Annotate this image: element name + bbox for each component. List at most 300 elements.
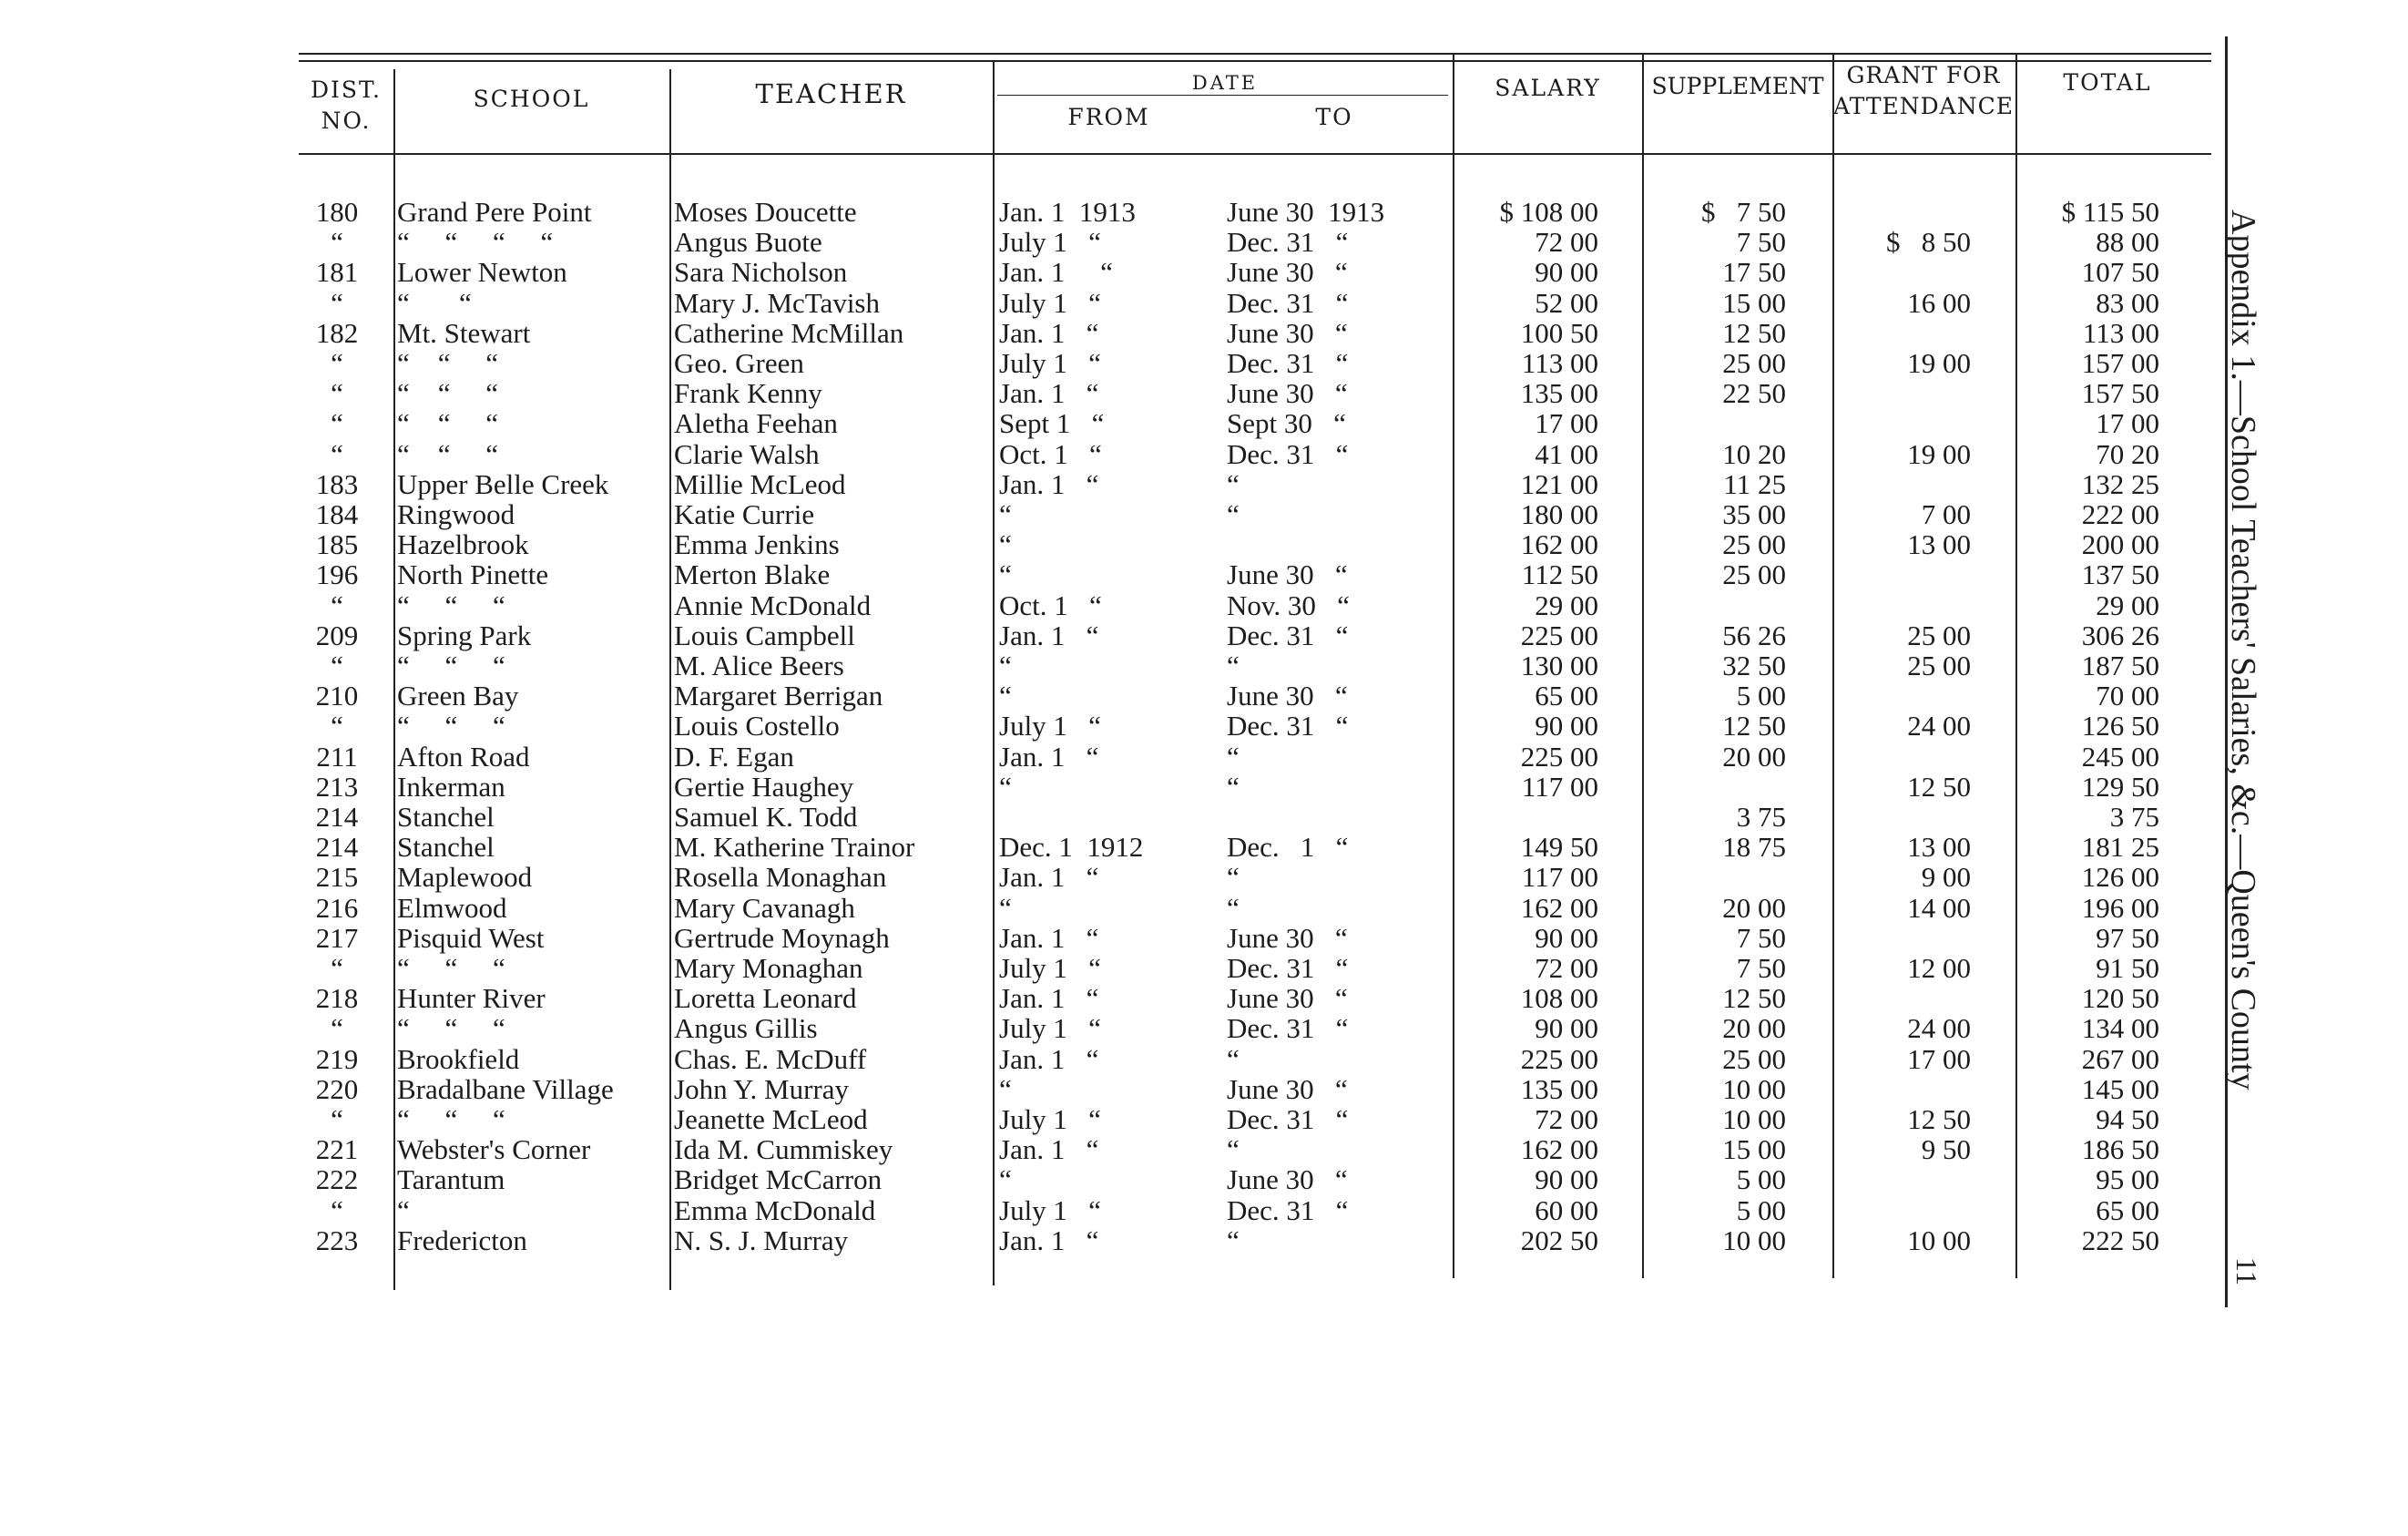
cell-salary: 162 00 — [1520, 891, 1598, 924]
cell-grant: $ 8 50 — [1886, 226, 1971, 259]
cell-dist: “ — [331, 1103, 343, 1135]
cell-total: 222 50 — [2081, 1224, 2159, 1256]
cell-supplement: 25 00 — [1722, 347, 1786, 379]
cell-school: Elmwood — [397, 891, 507, 924]
cell-school: Green Bay — [397, 680, 519, 712]
cell-dist: 184 — [315, 498, 359, 530]
cell-supplement: 5 00 — [1736, 1163, 1786, 1196]
cell-total: 267 00 — [2081, 1042, 2159, 1075]
cell-teacher: Chas. E. McDuff — [674, 1042, 867, 1075]
table-row — [0, 197, 2222, 227]
cell-salary: 90 00 — [1535, 710, 1598, 742]
cell-to: June 30 “ — [1227, 1072, 1348, 1105]
cell-school: Stanchel — [397, 801, 495, 833]
cell-school: Inkerman — [397, 770, 505, 803]
cell-teacher: Frank Kenny — [674, 377, 822, 410]
cell-from: “ — [999, 498, 1012, 530]
table-row — [0, 1074, 2222, 1104]
cell-total: 126 50 — [2081, 710, 2159, 742]
cell-salary: 225 00 — [1520, 1042, 1598, 1075]
cell-teacher: Rosella Monaghan — [674, 861, 887, 894]
header-dist-no: DIST. NO. — [311, 77, 382, 134]
cell-grant: 25 00 — [1907, 650, 1971, 681]
cell-teacher: Angus Gillis — [674, 1012, 818, 1045]
cell-to: “ — [1227, 467, 1240, 500]
table-row — [0, 318, 2222, 348]
cell-from: July 1 “ — [999, 710, 1101, 742]
cell-supplement: 11 25 — [1723, 467, 1786, 500]
cell-dist: 210 — [315, 680, 359, 712]
cell-dist: 214 — [315, 831, 359, 864]
table-row — [0, 953, 2222, 983]
cell-dist: 185 — [315, 528, 359, 561]
cell-teacher: Merton Blake — [674, 558, 831, 591]
table-row — [0, 590, 2222, 620]
cell-grant: 24 00 — [1907, 710, 1971, 742]
cell-to: Dec. 31 “ — [1227, 710, 1349, 742]
header-teacher: TEACHER — [755, 78, 907, 109]
cell-to: “ — [1227, 1133, 1240, 1166]
cell-teacher: Mary Cavanagh — [674, 891, 855, 924]
cell-from: “ — [999, 680, 1012, 712]
table-row — [0, 1164, 2222, 1194]
table-row — [0, 742, 2222, 772]
cell-to: June 30 “ — [1227, 256, 1348, 289]
cell-school: “ “ “ — [397, 589, 505, 621]
cell-teacher: Emma Jenkins — [674, 528, 840, 561]
cell-to: Dec. 31 “ — [1227, 286, 1349, 319]
cell-salary: 149 50 — [1520, 831, 1598, 864]
cell-supplement: 32 50 — [1722, 650, 1786, 681]
cell-to: Dec. 31 “ — [1227, 1012, 1349, 1045]
cell-grant: 12 00 — [1907, 952, 1971, 984]
header-school: SCHOOL — [473, 86, 590, 112]
cell-dist: 221 — [315, 1133, 359, 1166]
cell-from: July 1 “ — [999, 347, 1101, 379]
cell-supplement: 20 00 — [1722, 1012, 1786, 1045]
cell-supplement: 12 50 — [1722, 710, 1786, 742]
cell-grant: 9 50 — [1921, 1133, 1971, 1166]
cell-salary: 162 00 — [1520, 528, 1598, 561]
cell-supplement: 10 00 — [1722, 1224, 1786, 1256]
cell-to: June 30 “ — [1227, 316, 1348, 349]
cell-school: Bradalbane Village — [397, 1072, 614, 1105]
cell-school: Fredericton — [397, 1224, 527, 1256]
cell-teacher: Louis Campbell — [674, 619, 855, 651]
cell-salary: 41 00 — [1535, 437, 1598, 470]
cell-teacher: D. F. Egan — [674, 740, 794, 773]
cell-from: July 1 “ — [999, 226, 1101, 259]
cell-salary: 162 00 — [1520, 1133, 1598, 1166]
table-row — [0, 348, 2222, 378]
cell-dist: 223 — [315, 1224, 359, 1256]
table-row — [0, 1044, 2222, 1074]
table-row — [0, 1013, 2222, 1043]
page-number: 11 — [2230, 1257, 2263, 1285]
table-row — [0, 378, 2222, 408]
cell-teacher: Catherine McMillan — [674, 316, 904, 349]
cell-salary: 112 50 — [1521, 558, 1598, 591]
cell-school: “ “ “ “ — [397, 226, 554, 259]
cell-grant: 19 00 — [1907, 437, 1971, 470]
cell-dist: 213 — [315, 770, 359, 803]
cell-supplement: 15 00 — [1722, 286, 1786, 319]
table-row — [0, 832, 2222, 862]
header-from: FROM — [1067, 104, 1150, 130]
cell-total: 187 50 — [2081, 650, 2159, 681]
table-row — [0, 408, 2222, 438]
cell-to: Nov. 30 “ — [1227, 589, 1350, 621]
cell-dist: “ — [331, 650, 343, 681]
cell-total: 137 50 — [2081, 558, 2159, 591]
cell-grant: 10 00 — [1907, 1224, 1971, 1256]
cell-teacher: Sara Nicholson — [674, 256, 848, 289]
cell-dist: “ — [331, 1012, 343, 1045]
cell-teacher: Geo. Green — [674, 347, 804, 379]
cell-salary: 17 00 — [1535, 407, 1598, 440]
cell-salary: 113 00 — [1521, 347, 1598, 379]
cell-grant: 17 00 — [1907, 1042, 1971, 1075]
cell-from: July 1 “ — [999, 1012, 1101, 1045]
cell-dist: “ — [331, 286, 343, 319]
table-row — [0, 1104, 2222, 1134]
table-row — [0, 711, 2222, 741]
cell-supplement: 20 00 — [1722, 891, 1786, 924]
cell-total: 145 00 — [2081, 1072, 2159, 1105]
cell-school: Mt. Stewart — [397, 316, 531, 349]
cell-salary: 180 00 — [1520, 498, 1598, 530]
cell-total: 65 00 — [2096, 1193, 2159, 1226]
cell-salary: 108 00 — [1520, 982, 1598, 1015]
cell-to: “ — [1227, 1224, 1240, 1256]
cell-total: 186 50 — [2081, 1133, 2159, 1166]
cell-from: July 1 “ — [999, 286, 1101, 319]
cell-total: 196 00 — [2081, 891, 2159, 924]
cell-dist: “ — [331, 437, 343, 470]
cell-teacher: Clarie Walsh — [674, 437, 820, 470]
cell-dist: 180 — [315, 196, 359, 228]
cell-teacher: Mary J. McTavish — [674, 286, 880, 319]
table-row — [0, 681, 2222, 711]
cell-teacher: Bridget McCarron — [674, 1163, 883, 1196]
cell-to: Sept 30 “ — [1227, 407, 1346, 440]
cell-salary: 135 00 — [1520, 1072, 1598, 1105]
cell-to: Dec. 31 “ — [1227, 1103, 1349, 1135]
table-row — [0, 227, 2222, 257]
cell-to: June 30 1913 — [1227, 196, 1385, 228]
table-row — [0, 559, 2222, 589]
table-row — [0, 1225, 2222, 1255]
cell-dist: “ — [331, 347, 343, 379]
cell-total: 94 50 — [2096, 1103, 2159, 1135]
cell-teacher: Annie McDonald — [674, 589, 872, 621]
cell-teacher: Angus Buote — [674, 226, 822, 259]
cell-supplement: 25 00 — [1722, 558, 1786, 591]
cell-from: Jan. 1 “ — [999, 1224, 1099, 1256]
cell-total: 70 00 — [2096, 680, 2159, 712]
cell-to: “ — [1227, 1042, 1240, 1075]
cell-dist: “ — [331, 1193, 343, 1226]
side-title: Appendix 1.—School Teachers' Salaries, &c.—Queen's County — [2224, 210, 2262, 1091]
header-grant: GRANT FOR ATTENDANCE — [1833, 62, 2014, 119]
cell-from: Oct. 1 “ — [999, 437, 1102, 470]
cell-from: Jan. 1 “ — [999, 316, 1099, 349]
cell-teacher: Samuel K. Todd — [674, 801, 858, 833]
cell-total: 70 20 — [2096, 437, 2159, 470]
cell-teacher: N. S. J. Murray — [674, 1224, 849, 1256]
cell-school: “ — [397, 1193, 410, 1226]
cell-to: Dec. 1 “ — [1227, 831, 1349, 864]
cell-teacher: Aletha Feehan — [674, 407, 838, 440]
cell-supplement: 25 00 — [1722, 528, 1786, 561]
cell-grant: 12 50 — [1907, 1103, 1971, 1135]
cell-grant: 13 00 — [1907, 528, 1971, 561]
cell-teacher: Ida M. Cummiskey — [674, 1133, 893, 1166]
cell-dist: 182 — [315, 316, 359, 349]
cell-total: 97 50 — [2096, 921, 2159, 954]
cell-total: 200 00 — [2081, 528, 2159, 561]
cell-total: 3 75 — [2109, 801, 2159, 833]
cell-dist: “ — [331, 710, 343, 742]
cell-school: “ “ “ — [397, 952, 505, 984]
cell-to: June 30 “ — [1227, 921, 1348, 954]
cell-school: “ “ “ — [397, 407, 499, 440]
cell-from: Jan. 1 1913 — [999, 196, 1136, 228]
cell-school: North Pinette — [397, 558, 549, 591]
cell-salary: 100 50 — [1520, 316, 1598, 349]
cell-to: “ — [1227, 650, 1240, 681]
cell-supplement: 10 20 — [1722, 437, 1786, 470]
cell-to: “ — [1227, 891, 1240, 924]
cell-dist: 214 — [315, 801, 359, 833]
cell-salary: 130 00 — [1520, 650, 1598, 681]
cell-supplement: 7 50 — [1736, 952, 1786, 984]
cell-school: Lower Newton — [397, 256, 567, 289]
cell-salary: 90 00 — [1535, 1163, 1598, 1196]
cell-to: Dec. 31 “ — [1227, 437, 1349, 470]
cell-total: 29 00 — [2096, 589, 2159, 621]
cell-supplement: 12 50 — [1722, 982, 1786, 1015]
cell-grant: 24 00 — [1907, 1012, 1971, 1045]
cell-teacher: Millie McLeod — [674, 467, 846, 500]
header-salary: SALARY — [1495, 75, 1601, 101]
cell-dist: 181 — [315, 256, 359, 289]
cell-from: Jan. 1 “ — [999, 861, 1099, 894]
cell-from: Jan. 1 “ — [999, 377, 1099, 410]
table-row — [0, 469, 2222, 499]
cell-salary: 121 00 — [1520, 467, 1598, 500]
cell-supplement: 5 00 — [1736, 1193, 1786, 1226]
cell-dist: 183 — [315, 467, 359, 500]
cell-school: Grand Pere Point — [397, 196, 592, 228]
cell-salary: 225 00 — [1520, 740, 1598, 773]
cell-dist: “ — [331, 226, 343, 259]
cell-teacher: Emma McDonald — [674, 1193, 876, 1226]
cell-to: Dec. 31 “ — [1227, 347, 1349, 379]
cell-salary: $ 108 00 — [1499, 196, 1598, 228]
table-row — [0, 1195, 2222, 1225]
table-row — [0, 257, 2222, 287]
table-row — [0, 439, 2222, 469]
cell-school: Afton Road — [397, 740, 530, 773]
cell-to: Dec. 31 “ — [1227, 226, 1349, 259]
cell-dist: 196 — [315, 558, 359, 591]
cell-school: Tarantum — [397, 1163, 505, 1196]
cell-from: “ — [999, 770, 1012, 803]
table-row — [0, 620, 2222, 650]
cell-to: June 30 “ — [1227, 558, 1348, 591]
cell-dist: “ — [331, 952, 343, 984]
cell-salary: 72 00 — [1535, 952, 1598, 984]
table-row — [0, 1134, 2222, 1164]
cell-salary: 202 50 — [1520, 1224, 1598, 1256]
cell-total: 126 00 — [2081, 861, 2159, 894]
cell-salary: 117 00 — [1521, 861, 1598, 894]
cell-salary: 60 00 — [1535, 1193, 1598, 1226]
cell-total: 95 00 — [2096, 1163, 2159, 1196]
cell-grant: 19 00 — [1907, 347, 1971, 379]
cell-dist: 209 — [315, 619, 359, 651]
cell-to: June 30 “ — [1227, 377, 1348, 410]
cell-school: Upper Belle Creek — [397, 467, 609, 500]
cell-dist: 222 — [315, 1163, 359, 1196]
cell-school: “ “ “ — [397, 437, 499, 470]
cell-grant: 14 00 — [1907, 891, 1971, 924]
cell-salary: 72 00 — [1535, 226, 1598, 259]
cell-grant: 25 00 — [1907, 619, 1971, 651]
cell-teacher: Jeanette McLeod — [674, 1103, 868, 1135]
cell-teacher: Gertrude Moynagh — [674, 921, 890, 954]
cell-teacher: Mary Monaghan — [674, 952, 863, 984]
cell-from: “ — [999, 891, 1012, 924]
cell-supplement: 20 00 — [1722, 740, 1786, 773]
cell-supplement: 5 00 — [1736, 680, 1786, 712]
cell-supplement: 7 50 — [1736, 226, 1786, 259]
cell-school: Webster's Corner — [397, 1133, 591, 1166]
cell-supplement: 56 26 — [1722, 619, 1786, 651]
cell-salary: 52 00 — [1535, 286, 1598, 319]
cell-dist: 216 — [315, 891, 359, 924]
cell-from: Jan. 1 “ — [999, 982, 1099, 1015]
cell-to: June 30 “ — [1227, 982, 1348, 1015]
cell-teacher: Margaret Berrigan — [674, 680, 883, 712]
cell-dist: “ — [331, 589, 343, 621]
cell-supplement: 10 00 — [1722, 1103, 1786, 1135]
cell-from: Dec. 1 1912 — [999, 831, 1144, 864]
cell-salary: 90 00 — [1535, 921, 1598, 954]
cell-from: “ — [999, 558, 1012, 591]
cell-total: 222 00 — [2081, 498, 2159, 530]
cell-from: “ — [999, 528, 1012, 561]
cell-from: “ — [999, 1163, 1012, 1196]
cell-total: 157 50 — [2081, 377, 2159, 410]
cell-school: Hazelbrook — [397, 528, 529, 561]
cell-teacher: Katie Currie — [674, 498, 815, 530]
cell-school: Stanchel — [397, 831, 495, 864]
cell-grant: 9 00 — [1921, 861, 1971, 894]
cell-to: Dec. 31 “ — [1227, 619, 1349, 651]
cell-school: Ringwood — [397, 498, 515, 530]
cell-from: Jan. 1 “ — [999, 256, 1113, 289]
cell-grant: 12 50 — [1907, 770, 1971, 803]
cell-teacher: Loretta Leonard — [674, 982, 857, 1015]
cell-salary: 65 00 — [1535, 680, 1598, 712]
cell-from: July 1 “ — [999, 952, 1101, 984]
cell-total: 132 25 — [2081, 467, 2159, 500]
cell-total: 91 50 — [2096, 952, 2159, 984]
cell-school: “ “ “ — [397, 710, 505, 742]
cell-salary: 90 00 — [1535, 256, 1598, 289]
cell-supplement: 10 00 — [1722, 1072, 1786, 1105]
cell-salary: 117 00 — [1521, 770, 1598, 803]
cell-supplement: 22 50 — [1722, 377, 1786, 410]
cell-to: June 30 “ — [1227, 1163, 1348, 1196]
cell-dist: 211 — [316, 740, 358, 773]
cell-supplement: 17 50 — [1722, 256, 1786, 289]
table-row — [0, 288, 2222, 318]
table-row — [0, 893, 2222, 923]
cell-from: Jan. 1 “ — [999, 740, 1099, 773]
cell-total: 306 26 — [2081, 619, 2159, 651]
cell-total: 88 00 — [2096, 226, 2159, 259]
cell-total: 181 25 — [2081, 831, 2159, 864]
cell-from: Jan. 1 “ — [999, 921, 1099, 954]
cell-dist: 220 — [315, 1072, 359, 1105]
cell-to: Dec. 31 “ — [1227, 952, 1349, 984]
cell-school: Pisquid West — [397, 921, 545, 954]
cell-total: 113 00 — [2082, 316, 2159, 349]
cell-grant: 16 00 — [1907, 286, 1971, 319]
table-row — [0, 923, 2222, 953]
cell-dist: 218 — [315, 982, 359, 1015]
cell-total: 134 00 — [2081, 1012, 2159, 1045]
cell-dist: 219 — [315, 1042, 359, 1075]
cell-teacher: Moses Doucette — [674, 196, 857, 228]
cell-school: Spring Park — [397, 619, 532, 651]
cell-school: “ “ “ — [397, 1012, 505, 1045]
cell-supplement: 3 75 — [1736, 801, 1786, 833]
cell-dist: 217 — [315, 921, 359, 954]
header-total: TOTAL — [2063, 69, 2152, 96]
cell-teacher: M. Katherine Trainor — [674, 831, 915, 864]
cell-dist: “ — [331, 377, 343, 410]
cell-total: 17 00 — [2096, 407, 2159, 440]
cell-total: 107 50 — [2081, 256, 2159, 289]
cell-total: 83 00 — [2096, 286, 2159, 319]
cell-total: 120 50 — [2081, 982, 2159, 1015]
table-row — [0, 802, 2222, 832]
cell-school: “ “ “ — [397, 1103, 505, 1135]
cell-total: 129 50 — [2081, 770, 2159, 803]
cell-salary: 135 00 — [1520, 377, 1598, 410]
cell-from: “ — [999, 650, 1012, 681]
cell-teacher: M. Alice Beers — [674, 650, 844, 681]
table-row — [0, 862, 2222, 892]
header-date: DATE — [1191, 72, 1259, 94]
table-row — [0, 983, 2222, 1013]
header-supplement: SUPPLEMENT — [1651, 73, 1824, 99]
cell-from: Oct. 1 “ — [999, 589, 1102, 621]
cell-from: Jan. 1 “ — [999, 467, 1099, 500]
cell-from: “ — [999, 1072, 1012, 1105]
cell-total: $ 115 50 — [2061, 196, 2159, 228]
cell-teacher: John Y. Murray — [674, 1072, 850, 1105]
cell-from: July 1 “ — [999, 1103, 1101, 1135]
cell-to: “ — [1227, 861, 1240, 894]
cell-school: Maplewood — [397, 861, 533, 894]
cell-from: Sept 1 “ — [999, 407, 1105, 440]
cell-school: “ “ “ — [397, 347, 499, 379]
